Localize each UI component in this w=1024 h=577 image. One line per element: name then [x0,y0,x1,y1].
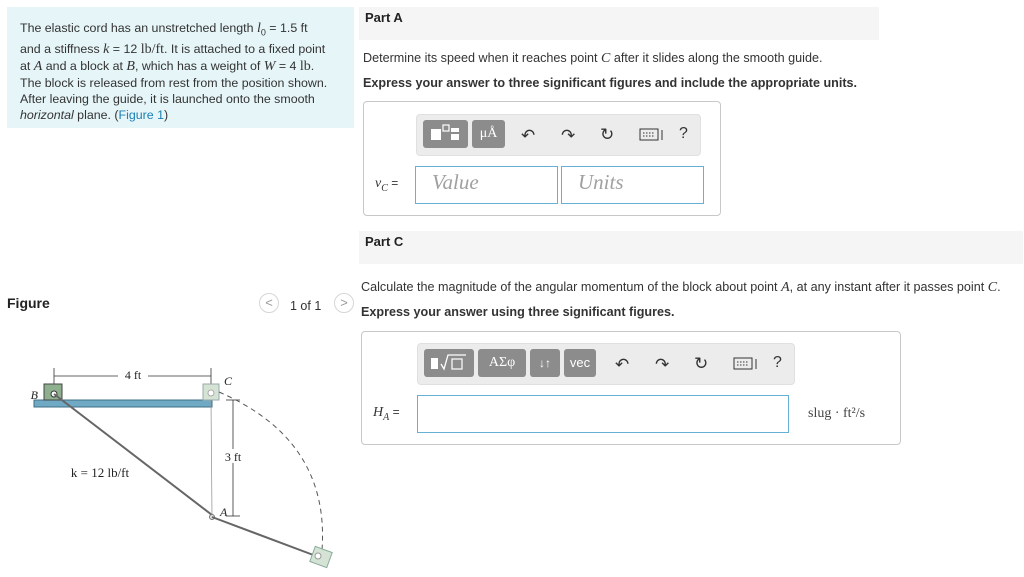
label-b: B [30,388,38,402]
template-icon [423,120,468,148]
l0-subscript: 0 [260,27,266,38]
chevron-left-icon: < [265,295,273,310]
elastic-cord [54,394,212,515]
equals-sign: = [389,405,400,419]
stiffness-label: k = 12 lb/ft [70,465,130,480]
w-unit: lb [299,58,311,74]
figure-pager: 1 of 1 [290,299,322,313]
problem-text: . [310,58,315,73]
help-button[interactable]: ? [679,125,688,142]
problem-text: ) [163,108,169,123]
question-text: after it slides along the smooth guide. [610,51,823,65]
problem-text: at [20,58,34,73]
l0-unit: ft [300,21,308,35]
undo-icon[interactable]: ↶ [615,355,630,374]
vc-subscript: C [381,182,388,194]
question-text: Calculate the magnitude of the angular momentum of the block about point [361,280,782,294]
k-unit: lb/ft [140,41,165,57]
problem-text: and a stiffness [20,41,104,56]
l0-value: = 1.5 [265,21,301,35]
value-input[interactable]: Value [415,166,558,204]
ha-label [373,405,400,423]
problem-text: The elastic cord has an unstretched length [20,21,257,35]
template-button[interactable] [423,120,468,148]
help-button[interactable]: ? [773,354,782,371]
question-text: . [997,280,1001,294]
undo-icon[interactable]: ↶ [521,126,536,145]
vector-button[interactable]: vec [564,349,596,377]
equals-sign: = [387,176,399,190]
reset-icon[interactable]: ↻ [600,125,615,144]
k-value: = 12 [109,41,141,56]
problem-text: . It is attached to a fixed point [164,41,326,56]
label-c: C [224,374,233,388]
vc-symbol: v [375,176,382,191]
question-text: , at any instant after it passes point [789,280,988,294]
part-c-title: Part C [365,234,404,249]
part-a-question [363,51,822,67]
redo-icon[interactable]: ↷ [561,126,576,145]
units-button[interactable]: μÅ [472,120,505,148]
problem-text: , which has a weight of [134,58,264,73]
part-c-toolbar [417,343,795,385]
guide-rail [34,400,212,407]
part-c-header [359,231,1023,264]
keyboard-icon[interactable] [639,127,665,148]
w-value: = 4 [275,58,300,73]
point-a-symbol: A [781,280,790,295]
point-a-symbol: A [33,58,43,74]
point-b-symbol: B [126,58,135,74]
part-a-header [359,7,879,40]
block-final-hook [315,553,321,559]
vc-label [375,176,398,194]
cord-final [212,517,316,556]
next-figure-button[interactable] [334,293,354,313]
prev-figure-button[interactable] [259,293,279,313]
dim-label-3ft: 3 ft [224,450,242,464]
block-c-hook [208,390,214,396]
w-symbol: W [263,58,276,74]
dim-label-4ft: 4 ft [124,368,142,382]
angular-momentum-input[interactable] [417,395,789,433]
chevron-right-icon: > [340,295,348,310]
problem-text: The block is released from rest from the position shown. [20,76,328,91]
reset-icon[interactable]: ↻ [694,354,709,373]
figure-link[interactable]: Figure 1 [118,108,164,123]
part-a-title: Part A [365,10,403,25]
subscript-superscript-button[interactable]: ↓↑ [530,349,560,377]
ha-subscript: A [383,411,390,423]
problem-text: and a block at [42,58,127,73]
keyboard-glyph [733,356,759,372]
keyboard-glyph [639,127,665,143]
fixed-units-label: slug · ft²/s [808,406,866,421]
figure-diagram [0,330,355,577]
template-button[interactable] [424,349,474,377]
label-a: A [220,505,228,519]
part-a-instruction: Express your answer to three significant figures and include the appropriate units. [363,76,858,90]
ha-symbol: H [373,405,384,420]
problem-text: plane. ( [73,108,119,123]
redo-icon[interactable]: ↷ [655,355,670,374]
part-a-toolbar [416,114,701,156]
point-c-symbol: C [601,51,611,66]
part-c-question [361,280,1001,296]
problem-text-italic: horizontal [20,108,74,123]
radical-template-icon [424,349,474,377]
k-symbol: k [103,41,110,57]
figure-title: Figure [7,295,50,311]
units-input[interactable]: Units [561,166,704,204]
part-c-answer-box [361,331,901,445]
l0-symbol: l [256,21,261,36]
part-a-answer-box [363,101,721,216]
point-c-symbol: C [987,280,998,295]
problem-statement [7,7,354,128]
problem-text: After leaving the guide, it is launched onto the smooth [20,92,315,107]
part-c-instruction: Express your answer using three significant figures. [361,305,675,319]
keyboard-icon[interactable] [733,356,759,377]
greek-symbols-button[interactable]: ΑΣφ [478,349,526,377]
question-text: Determine its speed when it reaches point [363,51,602,65]
vertical-line [211,400,212,518]
